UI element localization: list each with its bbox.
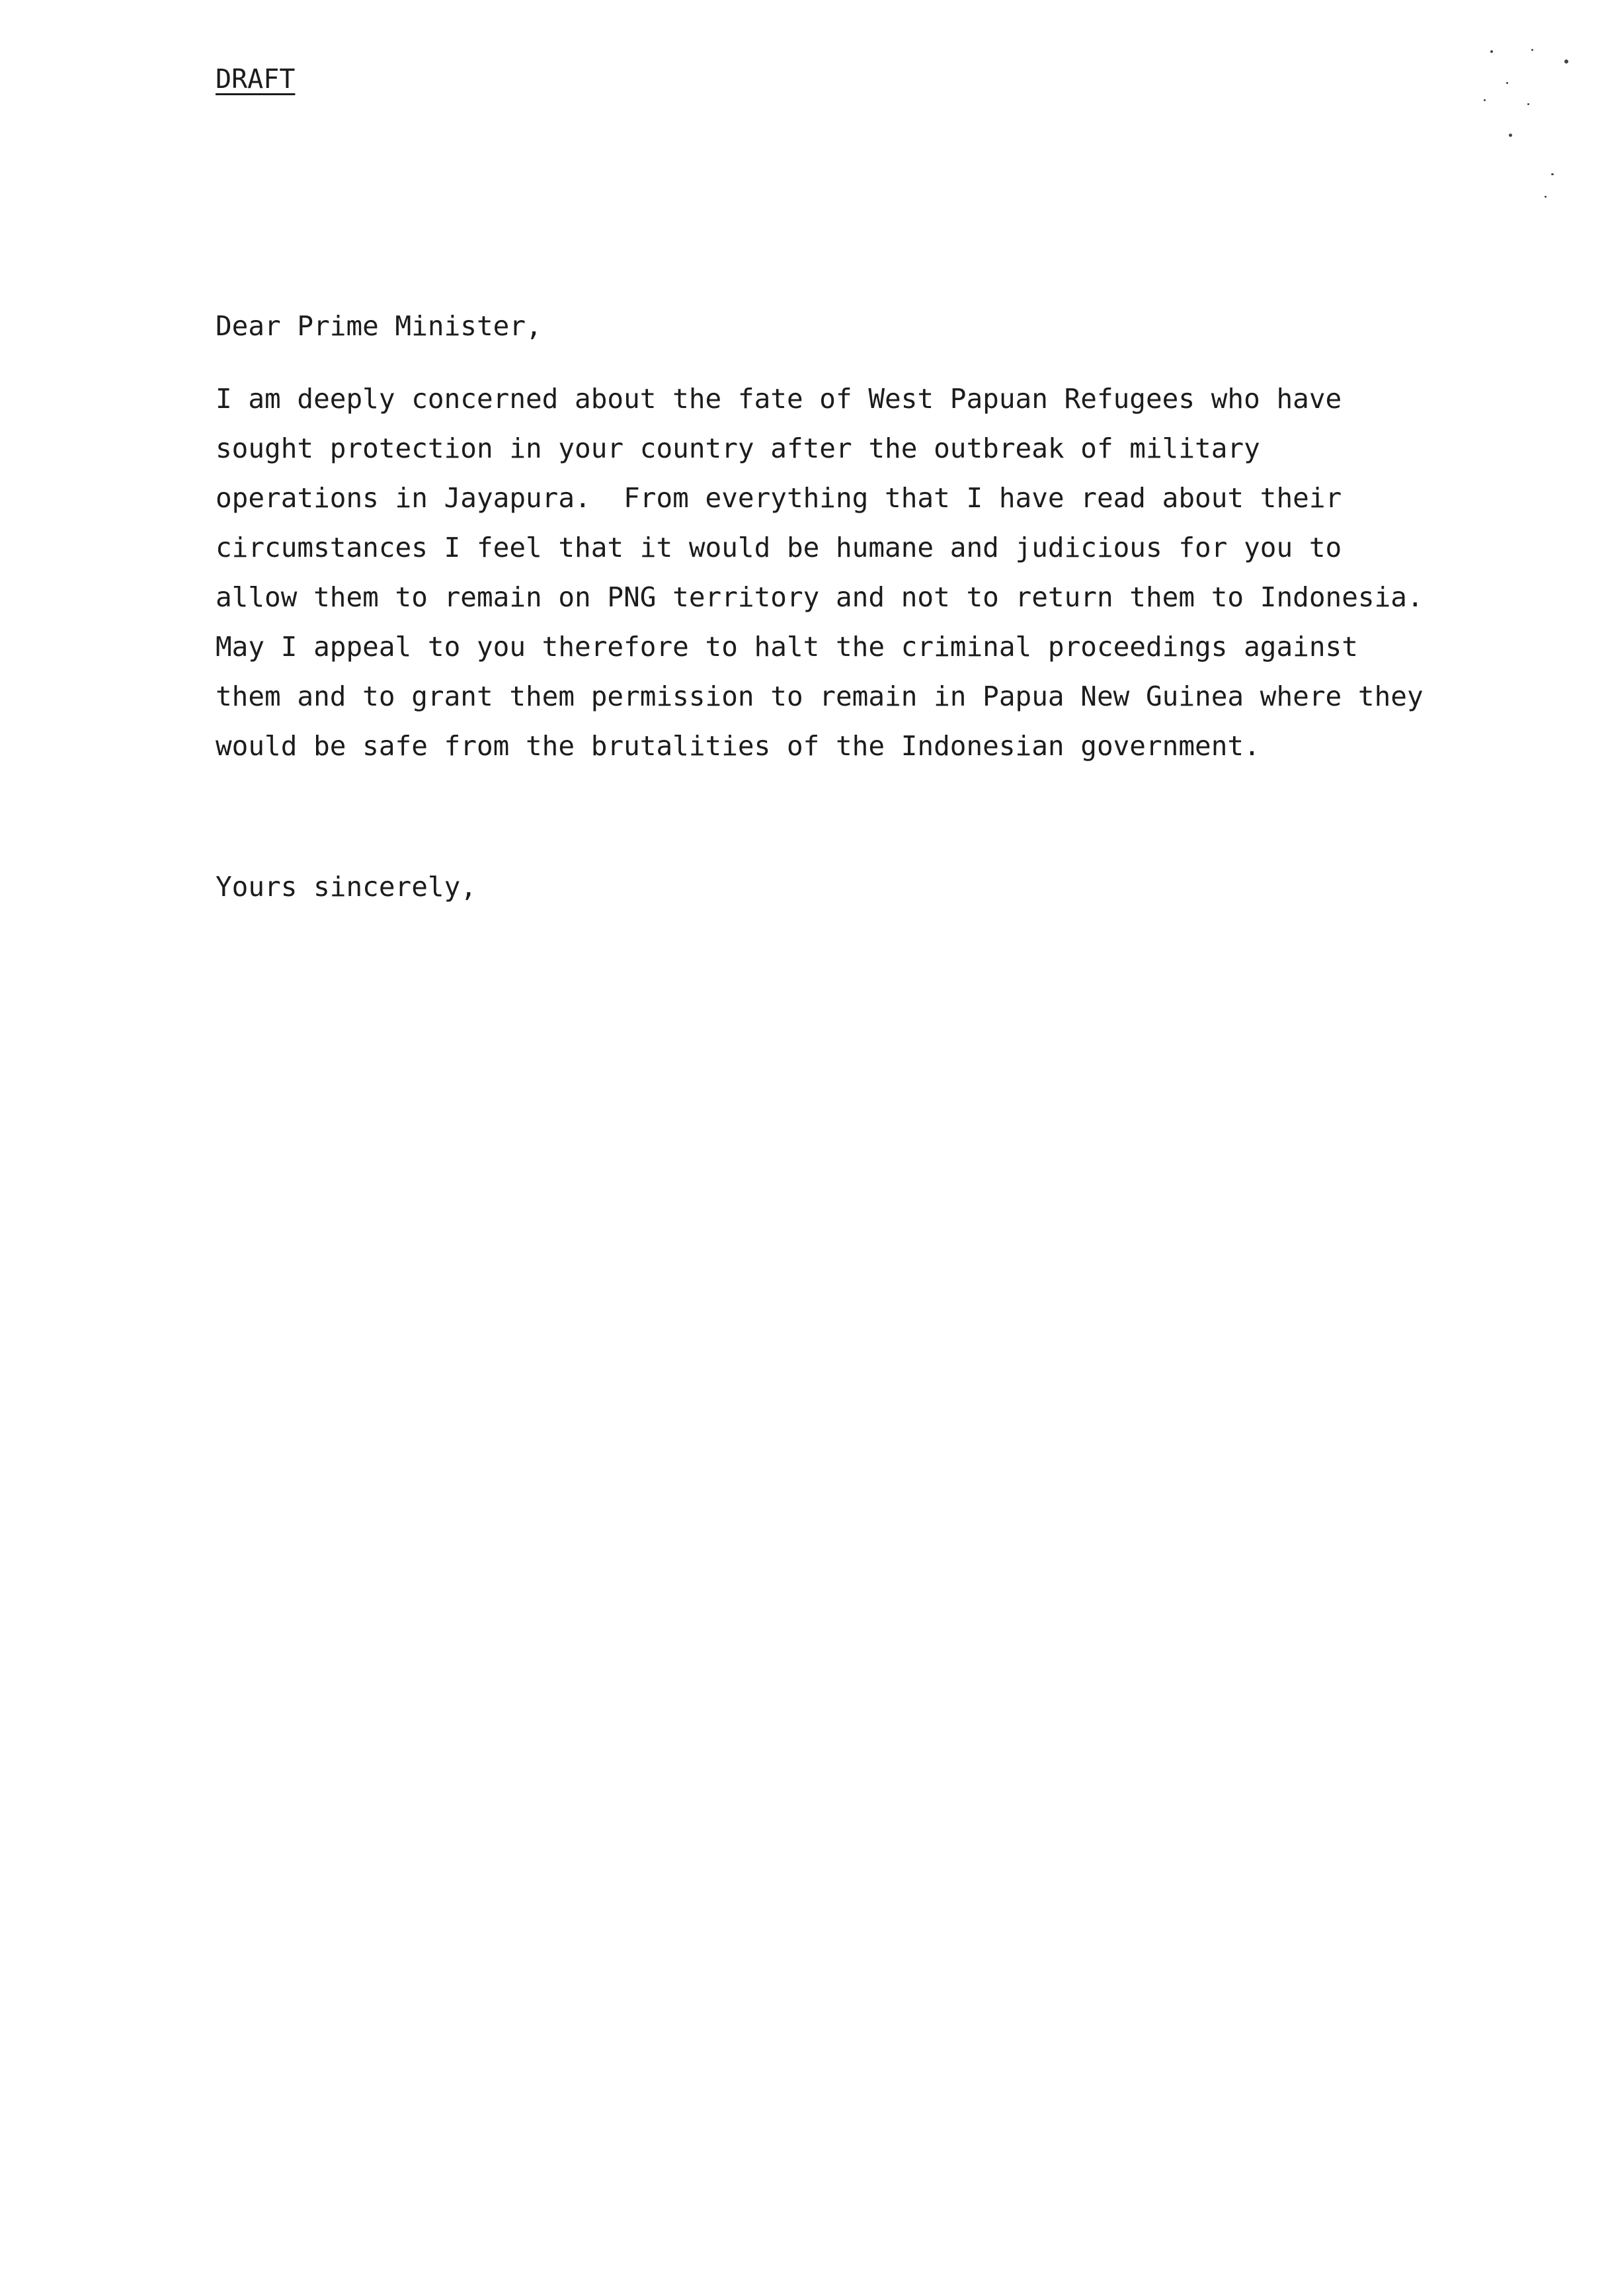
body-line: them and to grant them permission to remain in Papua New Guinea where they [216,680,1424,712]
scan-speck [1509,134,1512,137]
body-line: sought protection in your country after the outbreak of military [216,432,1260,464]
body-line: operations in Jayapura. From everything that I have read about their [216,482,1342,514]
body-paragraph [216,374,1511,771]
body-line: I am deeply concerned about the fate of West Papuan Refugees who have [216,383,1342,415]
body-line: May I appeal to you therefore to halt the criminal proceedings against [216,631,1358,663]
scan-speck [1531,49,1533,51]
draft-label: DRAFT [216,64,296,95]
salutation: Dear Prime Minister, [216,310,542,342]
closing: Yours sincerely, [216,871,477,903]
body-line: allow them to remain on PNG territory and not to return them to Indonesia. [216,581,1424,613]
body-line: would be safe from the brutalities of the Indonesian government. [216,730,1260,762]
scan-speck [1527,103,1529,105]
body-line: circumstances I feel that it would be humane and judicious for you to [216,532,1342,563]
scan-speck [1551,173,1554,175]
scan-speck [1506,82,1508,84]
scan-speck [1545,196,1547,198]
scan-speck [1490,50,1493,53]
scan-speck [1484,99,1486,101]
scan-speck [1564,60,1568,63]
